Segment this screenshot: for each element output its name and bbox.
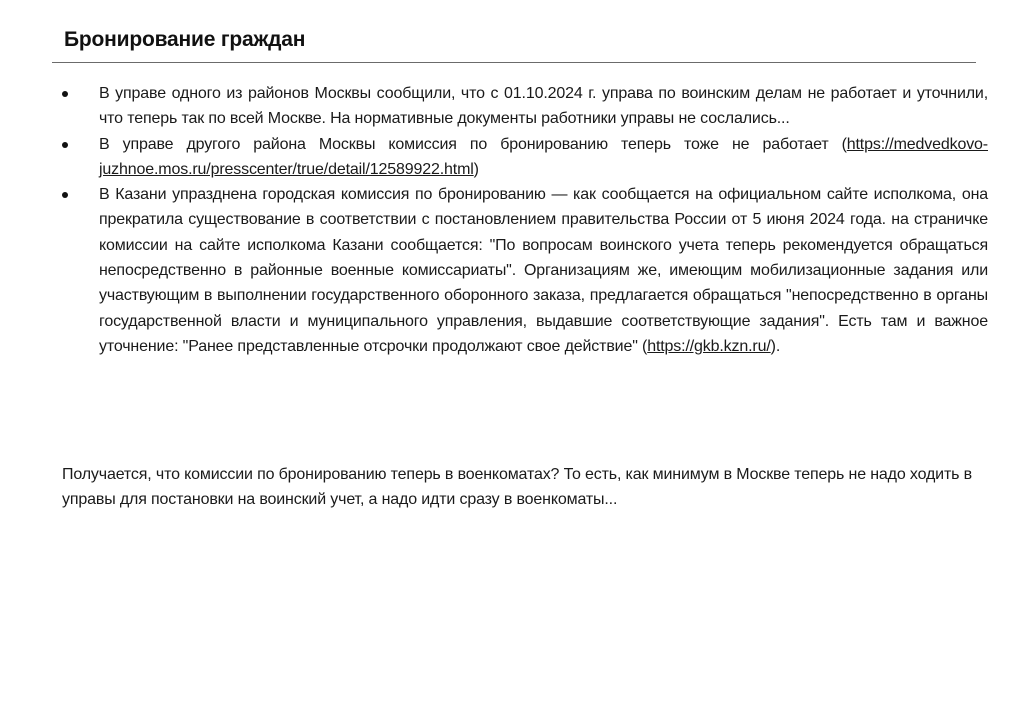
medvedkovo-link[interactable]: https://medvedkovo-juzhnoe.mos.ru/presscenter/true/detail/12589922.html <box>99 135 988 178</box>
gkb-kzn-link[interactable]: https://gkb.kzn.ru/ <box>647 337 771 355</box>
bullet-text-suffix: ). <box>770 337 781 355</box>
bullet-text: В Казани упразднена городская комиссия по бронированию — как сообщается на официальном сайте исполкома, она прекратила существование в соответствии с постановлением правительства России от 5 июня 2024 года. на страничке комиссии на сайте исполкома Казани сообщается: "По вопросам воинского учета теперь рекомендуется обращаться непосредственно в районные военные комиссариаты". Организациям же, имеющим мобилизационные задания или участвующим в выполнении государственного оборонного заказа, предлагается обращаться "непосредственно в органы государственной власти и муниципального управления, выдавшие соответствующие задания". Есть там и важное уточнение: "Ранее представленные отсрочки продолжают свое действие" ( <box>99 186 988 355</box>
bullet-item <box>62 182 988 359</box>
title-divider <box>52 62 976 63</box>
bullet-dot-icon <box>62 192 68 198</box>
bullet-text: В управе другого района Москвы комиссия по бронированию теперь тоже не работает ( <box>99 135 847 153</box>
slide-title: Бронирование граждан <box>64 28 306 51</box>
bullet-dot-icon <box>62 142 68 148</box>
bullet-text-suffix: ) <box>473 160 479 178</box>
bullet-dot-icon <box>62 91 68 97</box>
bullet-item <box>62 132 988 183</box>
bullet-list <box>62 81 988 359</box>
bullet-text: В управе одного из районов Москвы сообщили, что с 01.10.2024 г. управа по воинским делам не работает и уточнили, что теперь так по всей Москве. На нормативные документы работники управы не сослались... <box>99 85 988 128</box>
conclusion-paragraph: Получается, что комиссии по бронированию теперь в военкоматах? То есть, как минимум в Москве теперь не надо ходить в управы для постановки на воинский учет, а надо идти сразу в военкоматы... <box>62 466 972 509</box>
bullet-item <box>62 81 988 132</box>
